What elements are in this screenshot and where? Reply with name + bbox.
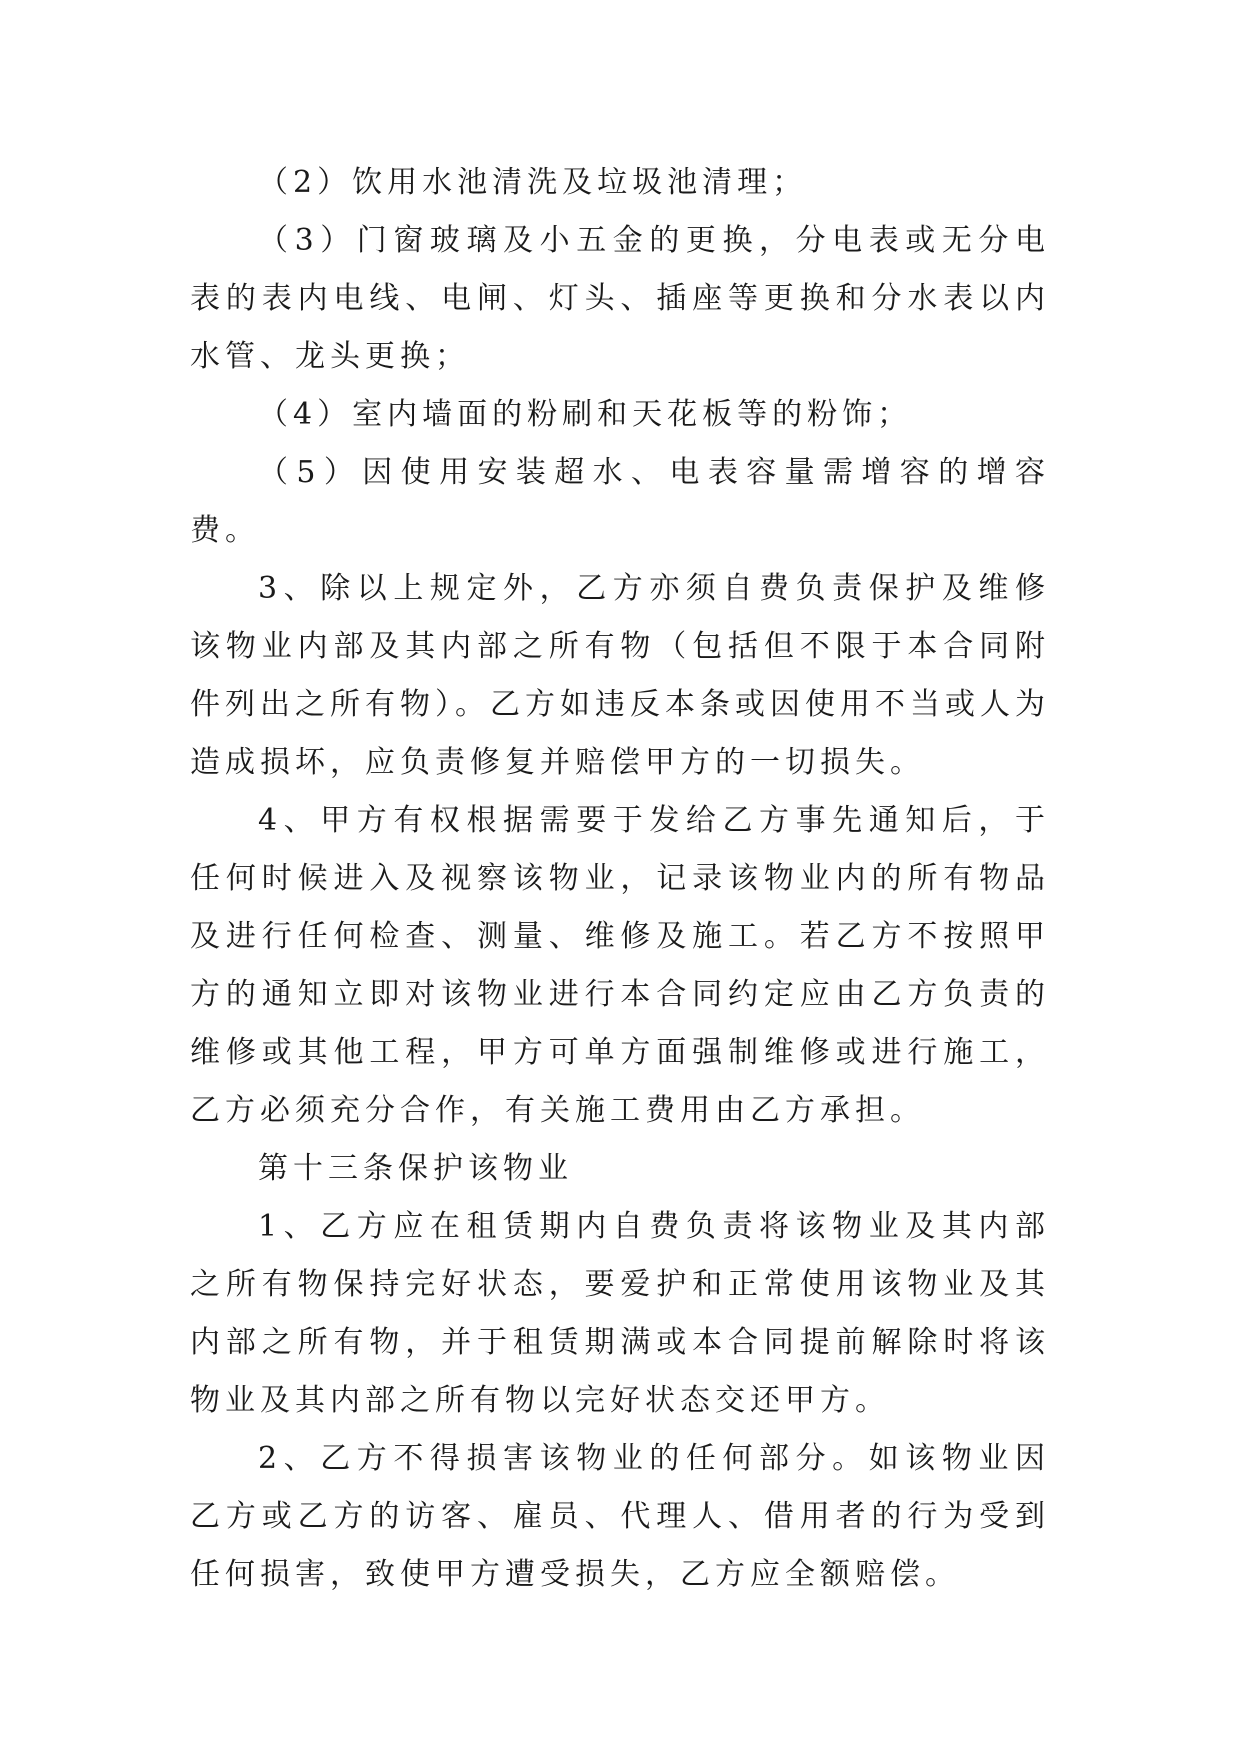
- paragraph-article-13-clause-1: 1、乙方应在租赁期内自费负责将该物业及其内部之所有物保持完好状态，要爱护和正常使用该物业及其内部之所有物，并于租赁期满或本合同提前解除时将该物业及其内部之所有物以完好状态交还甲方。: [190, 1209, 1050, 1418]
- paragraph-item-5: （5）因使用安装超水、电表容量需增容的增容费。: [190, 455, 1050, 548]
- paragraph-item-2: （2）饮用水池清洗及垃圾池清理；: [258, 165, 808, 200]
- paragraph-item-3: （3）门窗玻璃及小五金的更换，分电表或无分电表的表内电线、电闸、灯头、插座等更换和分水表以内水管、龙头更换；: [190, 223, 1050, 374]
- paragraph-clause-4: 4、甲方有权根据需要于发给乙方事先通知后，于任何时候进入及视察该物业，记录该物业内的所有物品及进行任何检查、测量、维修及施工。若乙方不按照甲方的通知立即对该物业进行本合同约定应由乙方负责的维修或其他工程，甲方可单方面强制维修或进行施工，乙方必须充分合作，有关施工费用由乙方承担。: [190, 803, 1050, 1128]
- paragraph-article-13-clause-2: 2、乙方不得损害该物业的任何部分。如该物业因乙方或乙方的访客、雇员、代理人、借用者的行为受到任何损害，致使甲方遭受损失，乙方应全额赔偿。: [190, 1441, 1050, 1592]
- paragraph-item-4: （4）室内墙面的粉刷和天花板等的粉饰；: [258, 397, 913, 432]
- document-body: [190, 154, 1050, 1604]
- section-heading-article-13: 第十三条保护该物业: [258, 1151, 573, 1186]
- paragraph-clause-3: 3、除以上规定外，乙方亦须自费负责保护及维修该物业内部及其内部之所有物（包括但不限于本合同附件列出之所有物）。乙方如违反本条或因使用不当或人为造成损坏，应负责修复并赔偿甲方的一切损失。: [190, 571, 1050, 780]
